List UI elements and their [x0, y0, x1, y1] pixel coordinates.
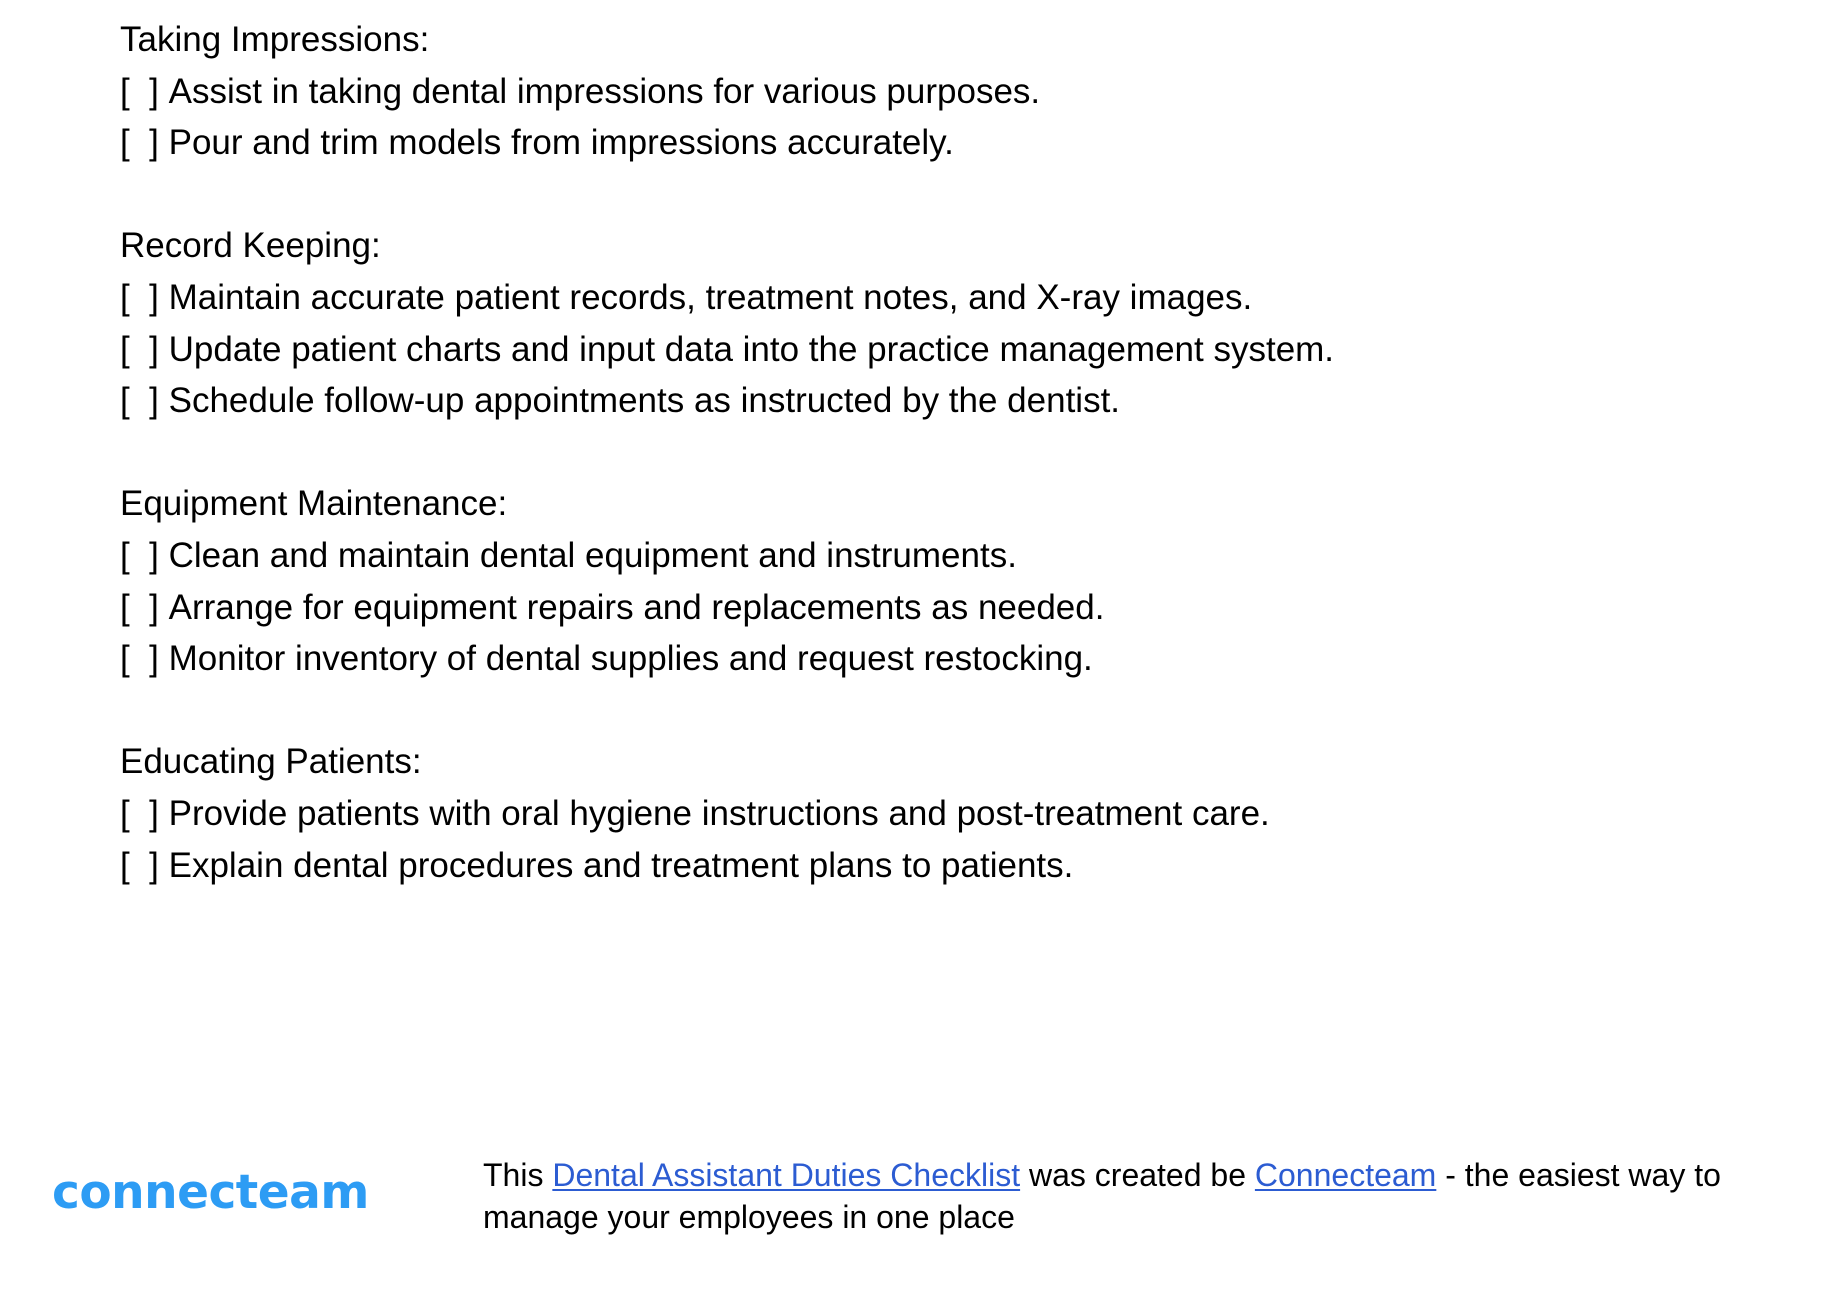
section-equipment-maintenance	[120, 478, 1760, 684]
checkbox[interactable]: [ ]	[120, 277, 169, 317]
checklist-item	[120, 840, 1760, 892]
checkbox[interactable]: [ ]	[120, 639, 169, 679]
checklist-item-text: Arrange for equipment repairs and replacements as needed.	[168, 587, 1105, 627]
checklist-item	[120, 633, 1760, 685]
checklist-item-text: Pour and trim models from impressions accurately.	[168, 123, 954, 163]
checkbox[interactable]: [ ]	[120, 381, 169, 421]
checklist-item	[120, 788, 1760, 840]
checklist-item	[120, 375, 1760, 427]
footer-note-suffix: - the easiest way to manage your employees in one place	[483, 1157, 1721, 1235]
section-record-keeping	[120, 220, 1760, 426]
section-title: Taking Impressions:	[120, 20, 430, 59]
checklist-item-text: Maintain accurate patient records, treatment notes, and X-ray images.	[168, 277, 1253, 317]
checkbox[interactable]: [ ]	[120, 329, 169, 369]
checkbox[interactable]: [ ]	[120, 123, 169, 163]
checkbox[interactable]: [ ]	[120, 535, 169, 575]
checkbox[interactable]: [ ]	[120, 71, 169, 111]
section-taking-impressions	[120, 14, 1760, 169]
section-educating-patients	[120, 736, 1760, 891]
footer-note	[483, 1154, 1783, 1238]
section-title: Equipment Maintenance:	[120, 484, 508, 524]
connecteam-logo	[52, 1164, 382, 1220]
checklist-item	[120, 272, 1760, 324]
footer-note-middle: was created be	[1020, 1157, 1255, 1193]
checkbox[interactable]: [ ]	[120, 587, 169, 627]
section-title: Educating Patients:	[120, 742, 422, 782]
checklist-item-text: Provide patients with oral hygiene instructions and post-treatment care.	[168, 793, 1270, 833]
checklist-item	[120, 530, 1760, 582]
section-title: Record Keeping:	[120, 226, 381, 266]
checkbox[interactable]: [ ]	[120, 793, 169, 833]
checklist-item-text: Schedule follow-up appointments as instructed by the dentist.	[168, 381, 1121, 421]
checklist-item-text: Update patient charts and input data into the practice management system.	[168, 329, 1335, 369]
checkbox[interactable]: [ ]	[120, 845, 169, 885]
checklist-item	[120, 117, 1760, 169]
checklist-item	[120, 324, 1760, 376]
checklist-item-text: Clean and maintain dental equipment and instruments.	[168, 535, 1017, 575]
logo-wordmark: connecteam	[52, 1164, 369, 1220]
checklist-item-text: Assist in taking dental impressions for various purposes.	[168, 71, 1041, 111]
footer-note-prefix: This	[483, 1157, 553, 1193]
connecteam-link[interactable]: Connecteam	[1254, 1157, 1437, 1193]
footer	[0, 1150, 1832, 1270]
checklist-item-text: Monitor inventory of dental supplies and request restocking.	[168, 639, 1093, 679]
checklist-item-text: Explain dental procedures and treatment plans to patients.	[168, 845, 1074, 885]
checklist-item	[120, 582, 1760, 634]
checklist-item	[120, 66, 1760, 118]
checklist-document	[120, 14, 1760, 943]
checklist-link[interactable]: Dental Assistant Duties Checklist	[552, 1157, 1021, 1193]
